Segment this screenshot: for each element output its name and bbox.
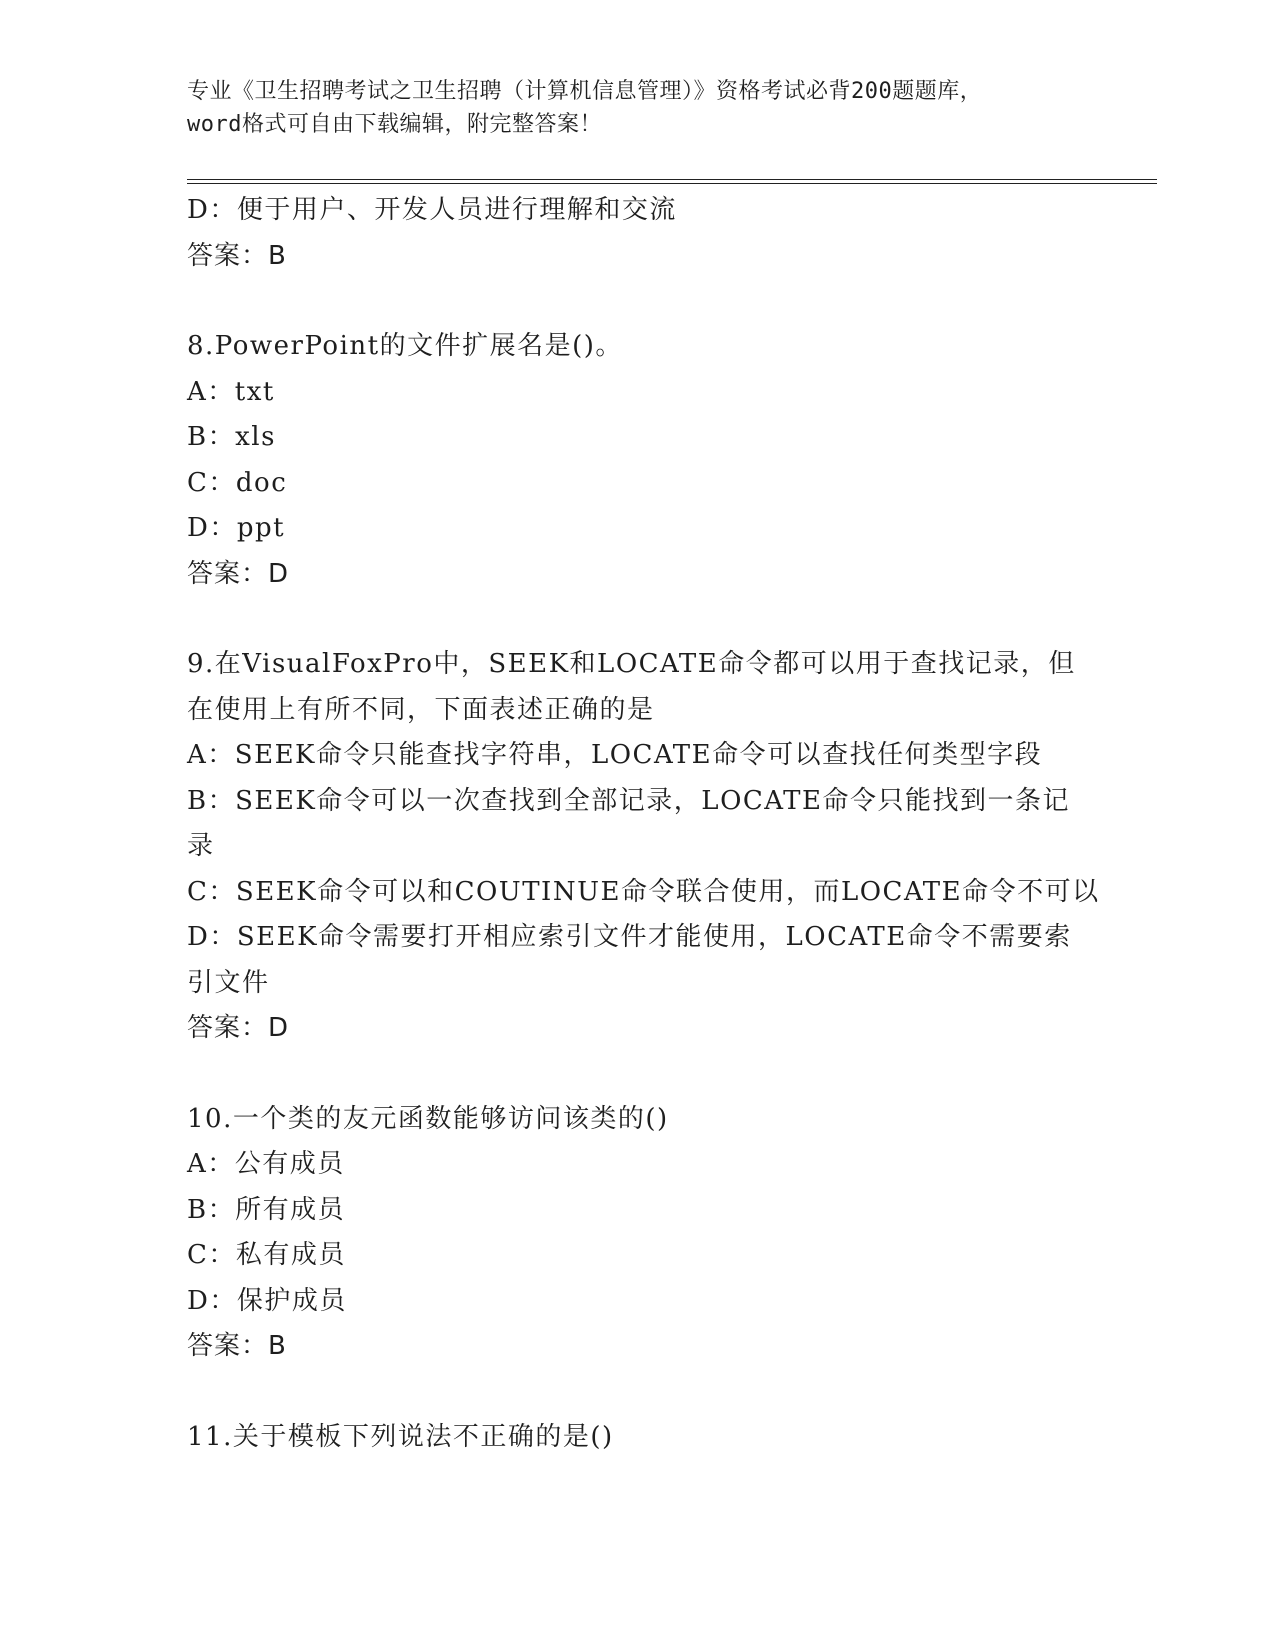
answer: 答案：B (187, 240, 287, 271)
answer: 答案：D (187, 1013, 290, 1043)
option-b: B：xls (187, 422, 276, 452)
question-text: 8.PowerPoint的文件扩展名是()。 (187, 331, 623, 361)
spacer (187, 1052, 1087, 1097)
option-a: A：txt (187, 376, 275, 407)
answer: 答案：B (187, 1331, 287, 1361)
question-text-line-1: 9.在VisualFoxPro中，SEEK和LOCATE命令都可以用于查找记录，但 (187, 649, 1076, 679)
spacer (187, 279, 1087, 324)
spacer (187, 1370, 1087, 1415)
option-a: A：公有成员 (187, 1149, 345, 1179)
question-9 (187, 642, 1100, 1052)
question-10 (187, 1097, 1087, 1370)
header-divider-bottom (187, 183, 1157, 184)
option-b-line-1: B：SEEK命令可以一次查找到全部记录，LOCATE命令只能找到一条记 (187, 785, 1070, 816)
document-header (187, 75, 1087, 141)
option-d: D：保护成员 (187, 1285, 347, 1316)
header-divider-top (187, 179, 1157, 180)
option-d: D：便于用户、开发人员进行理解和交流 (187, 195, 677, 225)
question-text: 11.关于模板下列说法不正确的是() (187, 1421, 614, 1452)
option-c: C：私有成员 (187, 1240, 346, 1270)
option-d-line-2: 引文件 (187, 967, 270, 998)
option-c: C：doc (187, 467, 288, 498)
question-11 (187, 1415, 1087, 1461)
question-8 (187, 324, 1087, 597)
answer: 答案：D (187, 558, 290, 589)
option-b-line-2: 录 (187, 831, 215, 861)
option-a: A：SEEK命令只能查找字符串，LOCATE命令可以查找任何类型字段 (187, 740, 1043, 770)
header-title-line-1: 专业《卫生招聘考试之卫生招聘（计算机信息管理）》资格考试必背200题题库， (187, 79, 983, 104)
option-b: B：所有成员 (187, 1194, 346, 1225)
question-list (187, 188, 1100, 1460)
option-c: C：SEEK命令可以和COUTINUE命令联合使用，而LOCATE命令不可以 (187, 876, 1100, 907)
option-d-line-1: D：SEEK命令需要打开相应索引文件才能使用，LOCATE命令不需要索 (187, 922, 1072, 952)
question-7-tail (187, 188, 1087, 279)
spacer (187, 597, 1087, 642)
header-title-line-2: word格式可自由下载编辑，附完整答案！ (187, 112, 602, 137)
question-text: 10.一个类的友元函数能够访问该类的() (187, 1103, 669, 1134)
option-d: D：ppt (187, 513, 286, 543)
question-text-line-2: 在使用上有所不同，下面表述正确的是 (187, 694, 655, 725)
